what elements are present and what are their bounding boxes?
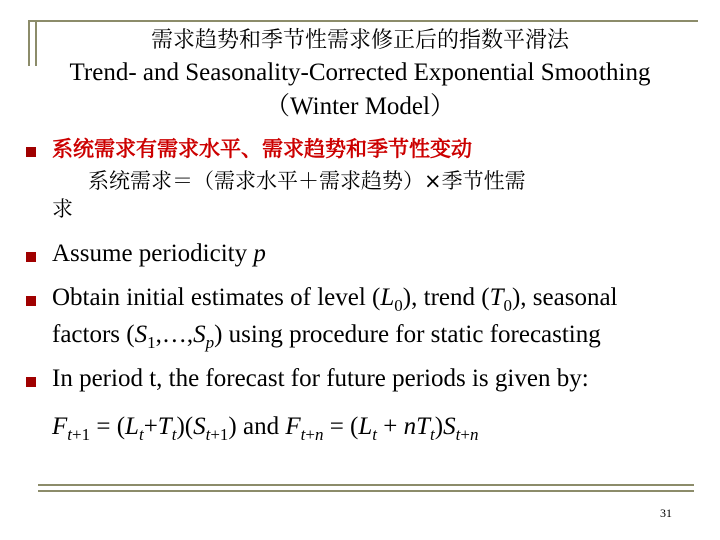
slide-title-chinese: 需求趋势和季节性需求修正后的指数平滑法 bbox=[150, 28, 569, 53]
bullet-1-subtext: 系统需求＝（需求水平＋需求趋势）×季节性需 bbox=[88, 169, 526, 193]
bullet-marker bbox=[26, 296, 36, 306]
bullet-2-prefix: Assume periodicity bbox=[52, 240, 254, 267]
bullet-3-line-1: Obtain initial estimates of level $(L_0)$, trend $(T_0)$, seasonal bbox=[52, 284, 618, 315]
forecast-formula: $F_{t+1} = (L_t+T_t)(S_{t+1})$ and $F_{t+n} = (L_t + nT_t)S_{t+n}$ bbox=[52, 413, 479, 444]
slide-title-english: Trend- and Seasonality-Corrected Exponential Smoothing bbox=[69, 59, 651, 86]
bullet-4-text: In period t, the forecast for future periods is given by: bbox=[52, 365, 589, 392]
bullet-1-subtext-wrap: 求 bbox=[52, 197, 73, 221]
page-number: 31 bbox=[660, 506, 672, 520]
slide-frame-top-line bbox=[28, 20, 698, 22]
slide-title-model: （Winter Model） bbox=[265, 93, 455, 120]
bullet-marker bbox=[26, 377, 36, 387]
bullet-2-text bbox=[52, 239, 266, 269]
bullet-3-line-2: factors $(S_1,\dots,S_p)$ using procedure for static forecasting bbox=[52, 321, 601, 352]
bullet-1-text: 系统需求有需求水平、需求趋势和季节性变动 bbox=[52, 137, 472, 161]
slide-frame-bottom-line bbox=[38, 484, 694, 492]
bullet-2-variable: p bbox=[253, 240, 266, 267]
bullet-marker bbox=[26, 252, 36, 262]
bullet-3-line-2-tail: using procedure for static forecasting bbox=[222, 321, 601, 348]
bullet-marker bbox=[26, 147, 36, 157]
